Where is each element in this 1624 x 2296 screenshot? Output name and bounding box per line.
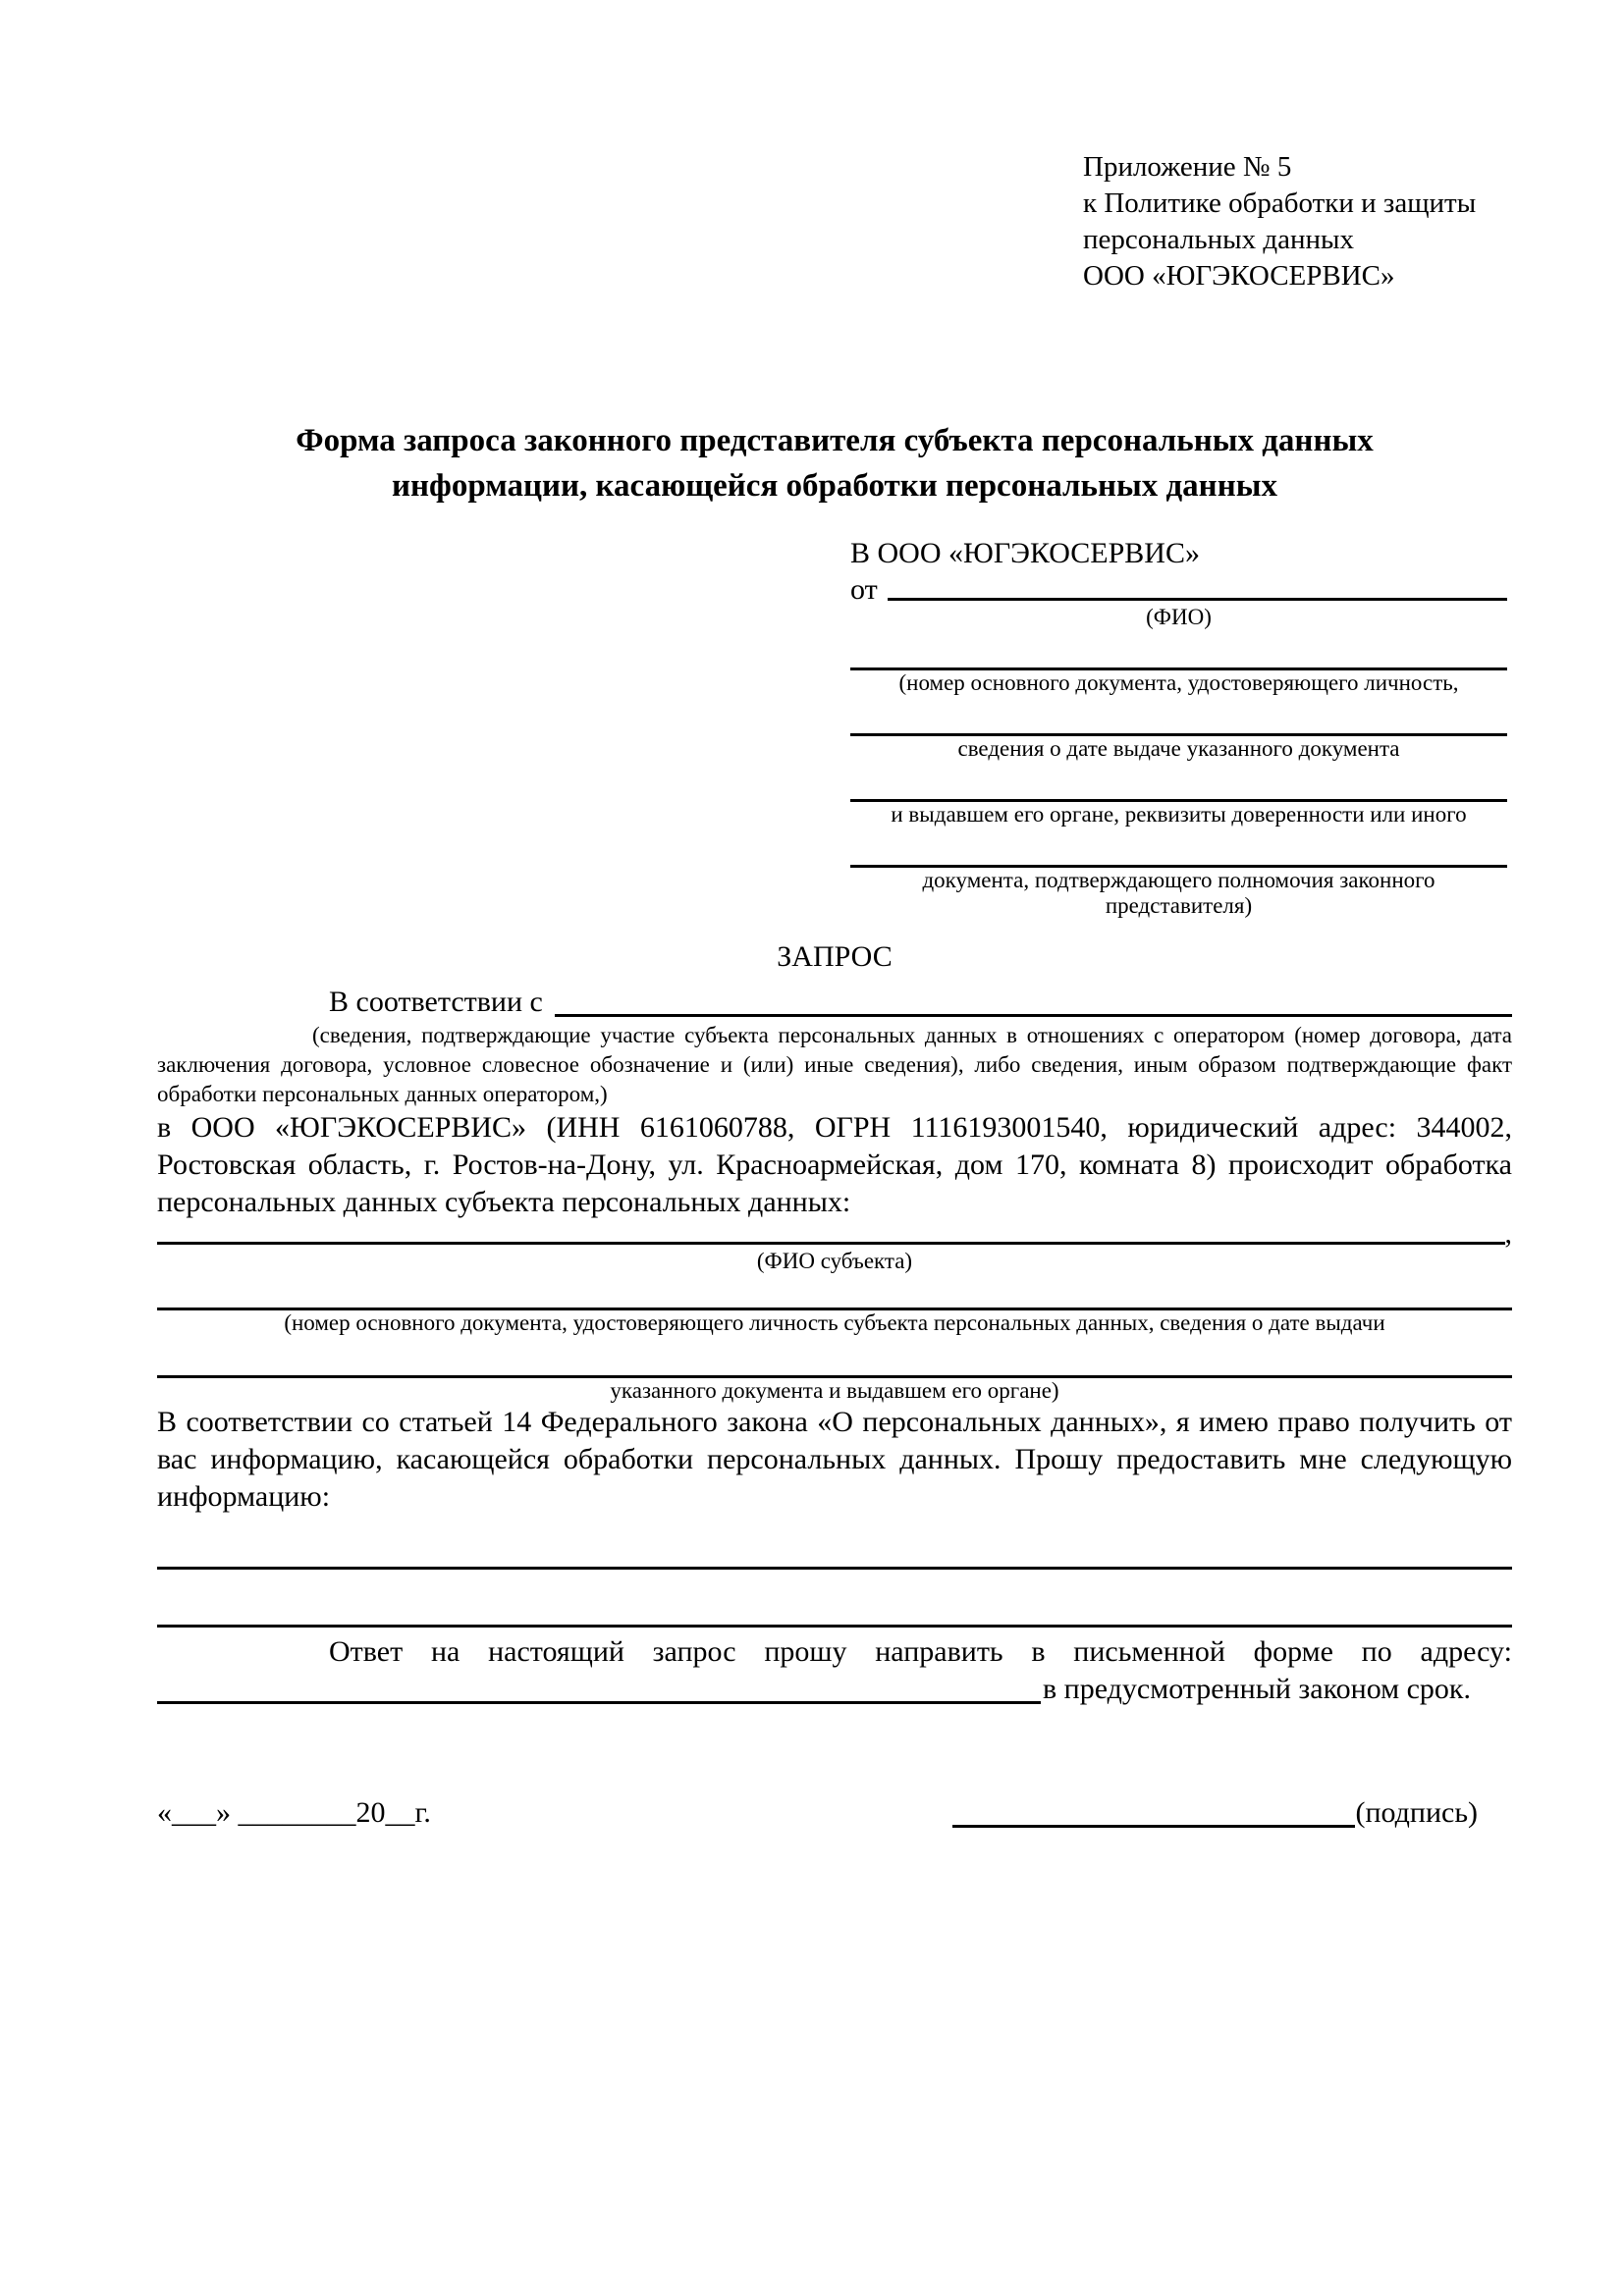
trailing-comma: , [1504, 1217, 1512, 1250]
appendix-header [1083, 149, 1512, 294]
subject-fio-caption: (ФИО субъекта) [756, 1249, 913, 1273]
reply-address-blank-line [157, 1671, 1041, 1704]
subject-fio-row [157, 1217, 1512, 1250]
doc-issue-date-caption: сведения о дате выдаче указанного документа [957, 736, 1400, 761]
doc-number-blank-line [850, 630, 1507, 670]
appendix-number: Приложение № 5 [1083, 151, 1292, 183]
reply-term-text: в предусмотренный законом срок. [1043, 1673, 1471, 1705]
appendix-policy-line2: персональных данных [1083, 224, 1355, 255]
info-blank-line-1 [157, 1516, 1512, 1570]
appendix-policy-line: к Политике обработки и защиты [1083, 187, 1477, 219]
footer [157, 1794, 1512, 1832]
reply-paragraph: Ответ на настоящий запрос прошу направить в письменной форме по адресу: [329, 1635, 1512, 1668]
addressee-to: В ООО «ЮГЭКОСЕРВИС» [850, 537, 1200, 569]
subject-doc-blank-line [157, 1274, 1512, 1310]
accordance-blank-line [555, 984, 1512, 1017]
appendix-company: ООО «ЮГЭКОСЕРВИС» [1083, 260, 1395, 292]
signature-group [952, 1794, 1478, 1832]
from-label: от [850, 573, 878, 606]
doc-authority-blank-line [850, 762, 1507, 802]
doc-authority-caption: и выдавшем его органе, реквизиты доверенности или иного [891, 802, 1467, 827]
info-blank-line-2 [157, 1570, 1512, 1628]
doc-number-caption: (номер основного документа, удостоверяющего личность, [898, 670, 1459, 695]
fio-blank-line [888, 571, 1507, 601]
fio-caption: (ФИО) [1146, 605, 1212, 629]
law-paragraph: В соответствии со статьей 14 Федерального закона «О персональных данных», я имею право получить от вас информацию, касающейся обработки персональных данных. Прошу предоставить мне следующую информацию: [157, 1406, 1512, 1513]
signature-blank-line [952, 1794, 1355, 1828]
date-blank-text: «___» ________20__г. [157, 1796, 431, 1829]
doc-issue-date-blank-line [850, 696, 1507, 736]
accordance-note: (сведения, подтверждающие участие субъекта персональных данных в отношениях с оператором (номер договора, дата заключения договора, условное словесное обозначение и (или) иные сведения), либо сведения, иным образом подтверждающие факт обработки персональных данных оператором,) [157, 1023, 1512, 1106]
doc-powers-caption: документа, подтверждающего полномочия законного представителя) [922, 868, 1435, 918]
addressee-block [850, 536, 1507, 918]
form-title-line1: Форма запроса законного представителя субъекта персональных данных [296, 423, 1374, 458]
accordance-row [157, 984, 1512, 1021]
form-title [216, 418, 1453, 508]
subject-doc-caption-1: (номер основного документа, удостоверяющего личность субъекта персональных данных, сведения о дате выдачи [284, 1310, 1385, 1335]
signature-caption: (подпись) [1355, 1796, 1478, 1829]
from-row [850, 571, 1507, 605]
subject-doc-caption-2: указанного документа и выдавшем его органе) [610, 1378, 1059, 1403]
subject-doc-blank-line-2 [157, 1336, 1512, 1378]
request-heading: ЗАПРОС [777, 940, 893, 973]
doc-powers-blank-line [850, 828, 1507, 868]
reply-address-row [157, 1671, 1512, 1708]
accordance-label: В соответствии с [329, 986, 543, 1018]
subject-fio-blank-line [157, 1221, 1505, 1245]
form-title-line2: информации, касающейся обработки персональных данных [392, 468, 1277, 504]
operator-paragraph: в ООО «ЮГЭКОСЕРВИС» (ИНН 6161060788, ОГРН 1116193001540, юридический адрес: 344002, Ростовская область, г. Ростов-на-Дону, ул. Красноармейская, дом 170, комната 8) происходит обработка персональных данных субъекта персональных данных: [157, 1111, 1512, 1218]
